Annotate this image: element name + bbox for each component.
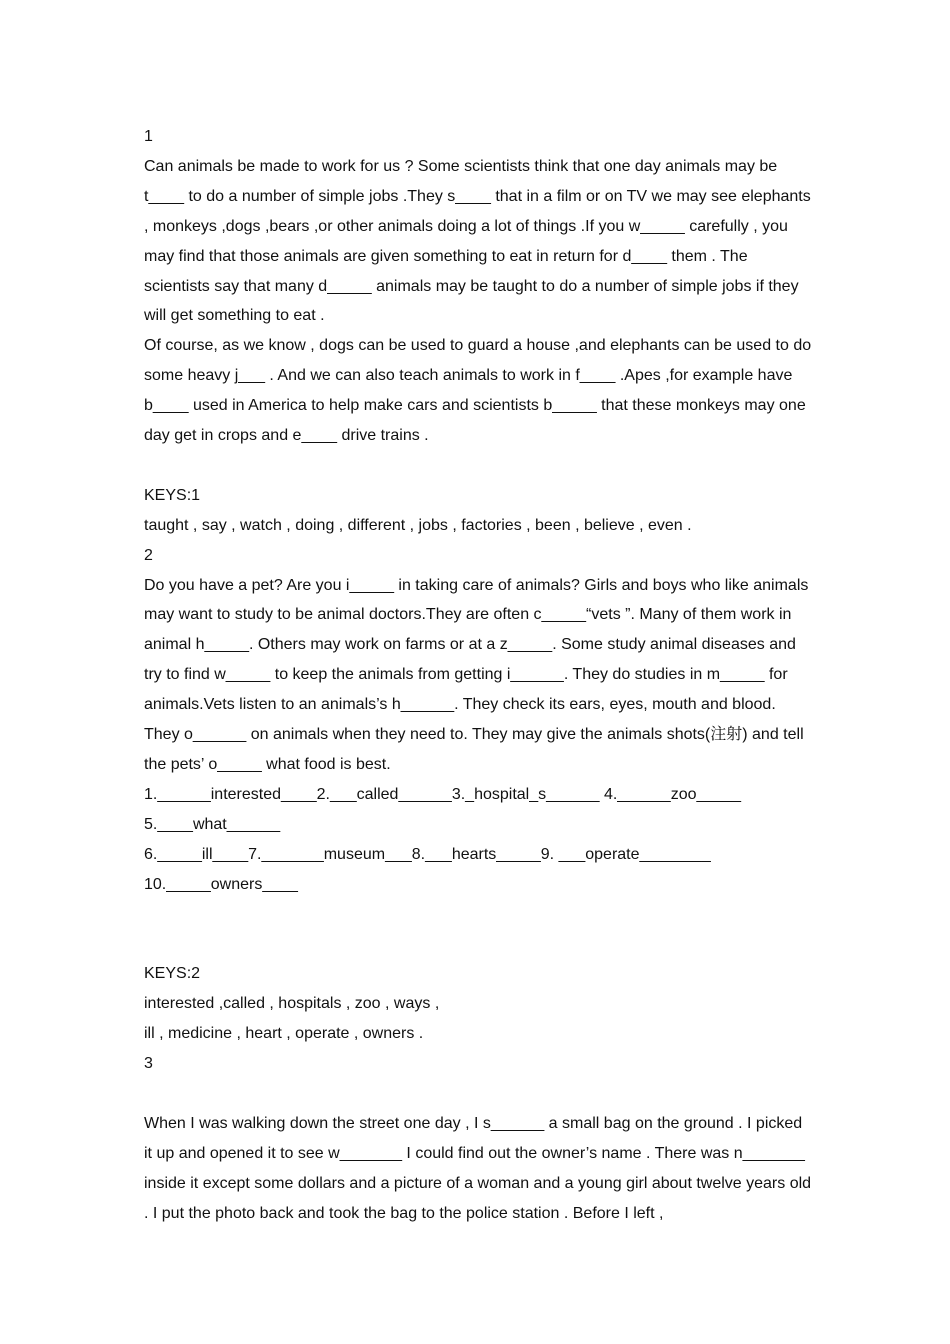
answer-line-1: 1.______interested____2.___called______3._hospital_s______ 4.______zoo_____ — [144, 785, 741, 803]
passage-1-paragraph-2: Of course, as we know , dogs can be used to guard a house ,and elephants can be used to do some heavy j___ . And we can also teach animals to work in f____ .Apes ,for example have b____ used in America to help make cars and scientists b_____ that these monkeys may one day get in crops and e____ drive trains . — [144, 337, 812, 445]
keys-1-line-1: taught , say , watch , doing , different , jobs , factories , been , believe , even . — [144, 516, 692, 534]
section-number-1: 1 — [144, 128, 153, 145]
spacer — [144, 1079, 814, 1109]
document-page — [144, 122, 814, 1228]
keys-2-line-1: interested ,called , hospitals , zoo , ways , — [144, 995, 440, 1013]
passage-1-paragraph-1: Can animals be made to work for us ? Some scientists think that one day animals may be t____ to do a number of simple jobs .They s____ that in a film or on TV we may see elephants , monkeys ,dogs ,bears ,or other animals doing a lot of things .If you w_____ carefully , you may find that those animals are given something to eat in return for d____ them . The scientists say that many d_____ animals may be taught to do a number of simple jobs if they will get something to eat . — [144, 157, 811, 325]
spacer — [144, 451, 814, 481]
answer-line-4: 10._____owners____ — [144, 875, 298, 893]
keys-heading-2: KEYS:2 — [144, 965, 201, 983]
spacer — [144, 900, 814, 960]
answer-line-3: 6._____ill____7._______museum___8.___hearts_____9. ___operate________ — [144, 845, 711, 863]
keys-2-line-2: ill , medicine , heart , operate , owners . — [144, 1025, 424, 1043]
passage-2-paragraph-1: Do you have a pet? Are you i_____ in taking care of animals? Girls and boys who like animals may want to study to be animal doctors.They are often c_____“vets ”. Many of them work in animal h_____. Others may work on farms or at a z_____. Some study animal diseases and try to find w_____ to keep the animals from getting i______. They do studies in m_____ for animals.Vets listen to an animals’s h______. They check its ears, eyes, mouth and blood. They o______ on animals when they need to. They may give the animals shots(注射) and tell the pets’ o_____ what food is best. — [144, 576, 809, 774]
keys-heading-1: KEYS:1 — [144, 486, 201, 504]
answer-line-2: 5.____what______ — [144, 815, 281, 833]
passage-3-paragraph-1: When I was walking down the street one day , I s______ a small bag on the ground . I picked it up and opened it to see w_______ I could find out the owner’s name . There was n_______ inside it except some dollars and a picture of a woman and a young girl about twelve years old . I put the photo back and took the bag to the police station . Before I left , — [144, 1114, 812, 1222]
section-number-3: 3 — [144, 1055, 153, 1073]
section-number-2: 2 — [144, 546, 153, 564]
